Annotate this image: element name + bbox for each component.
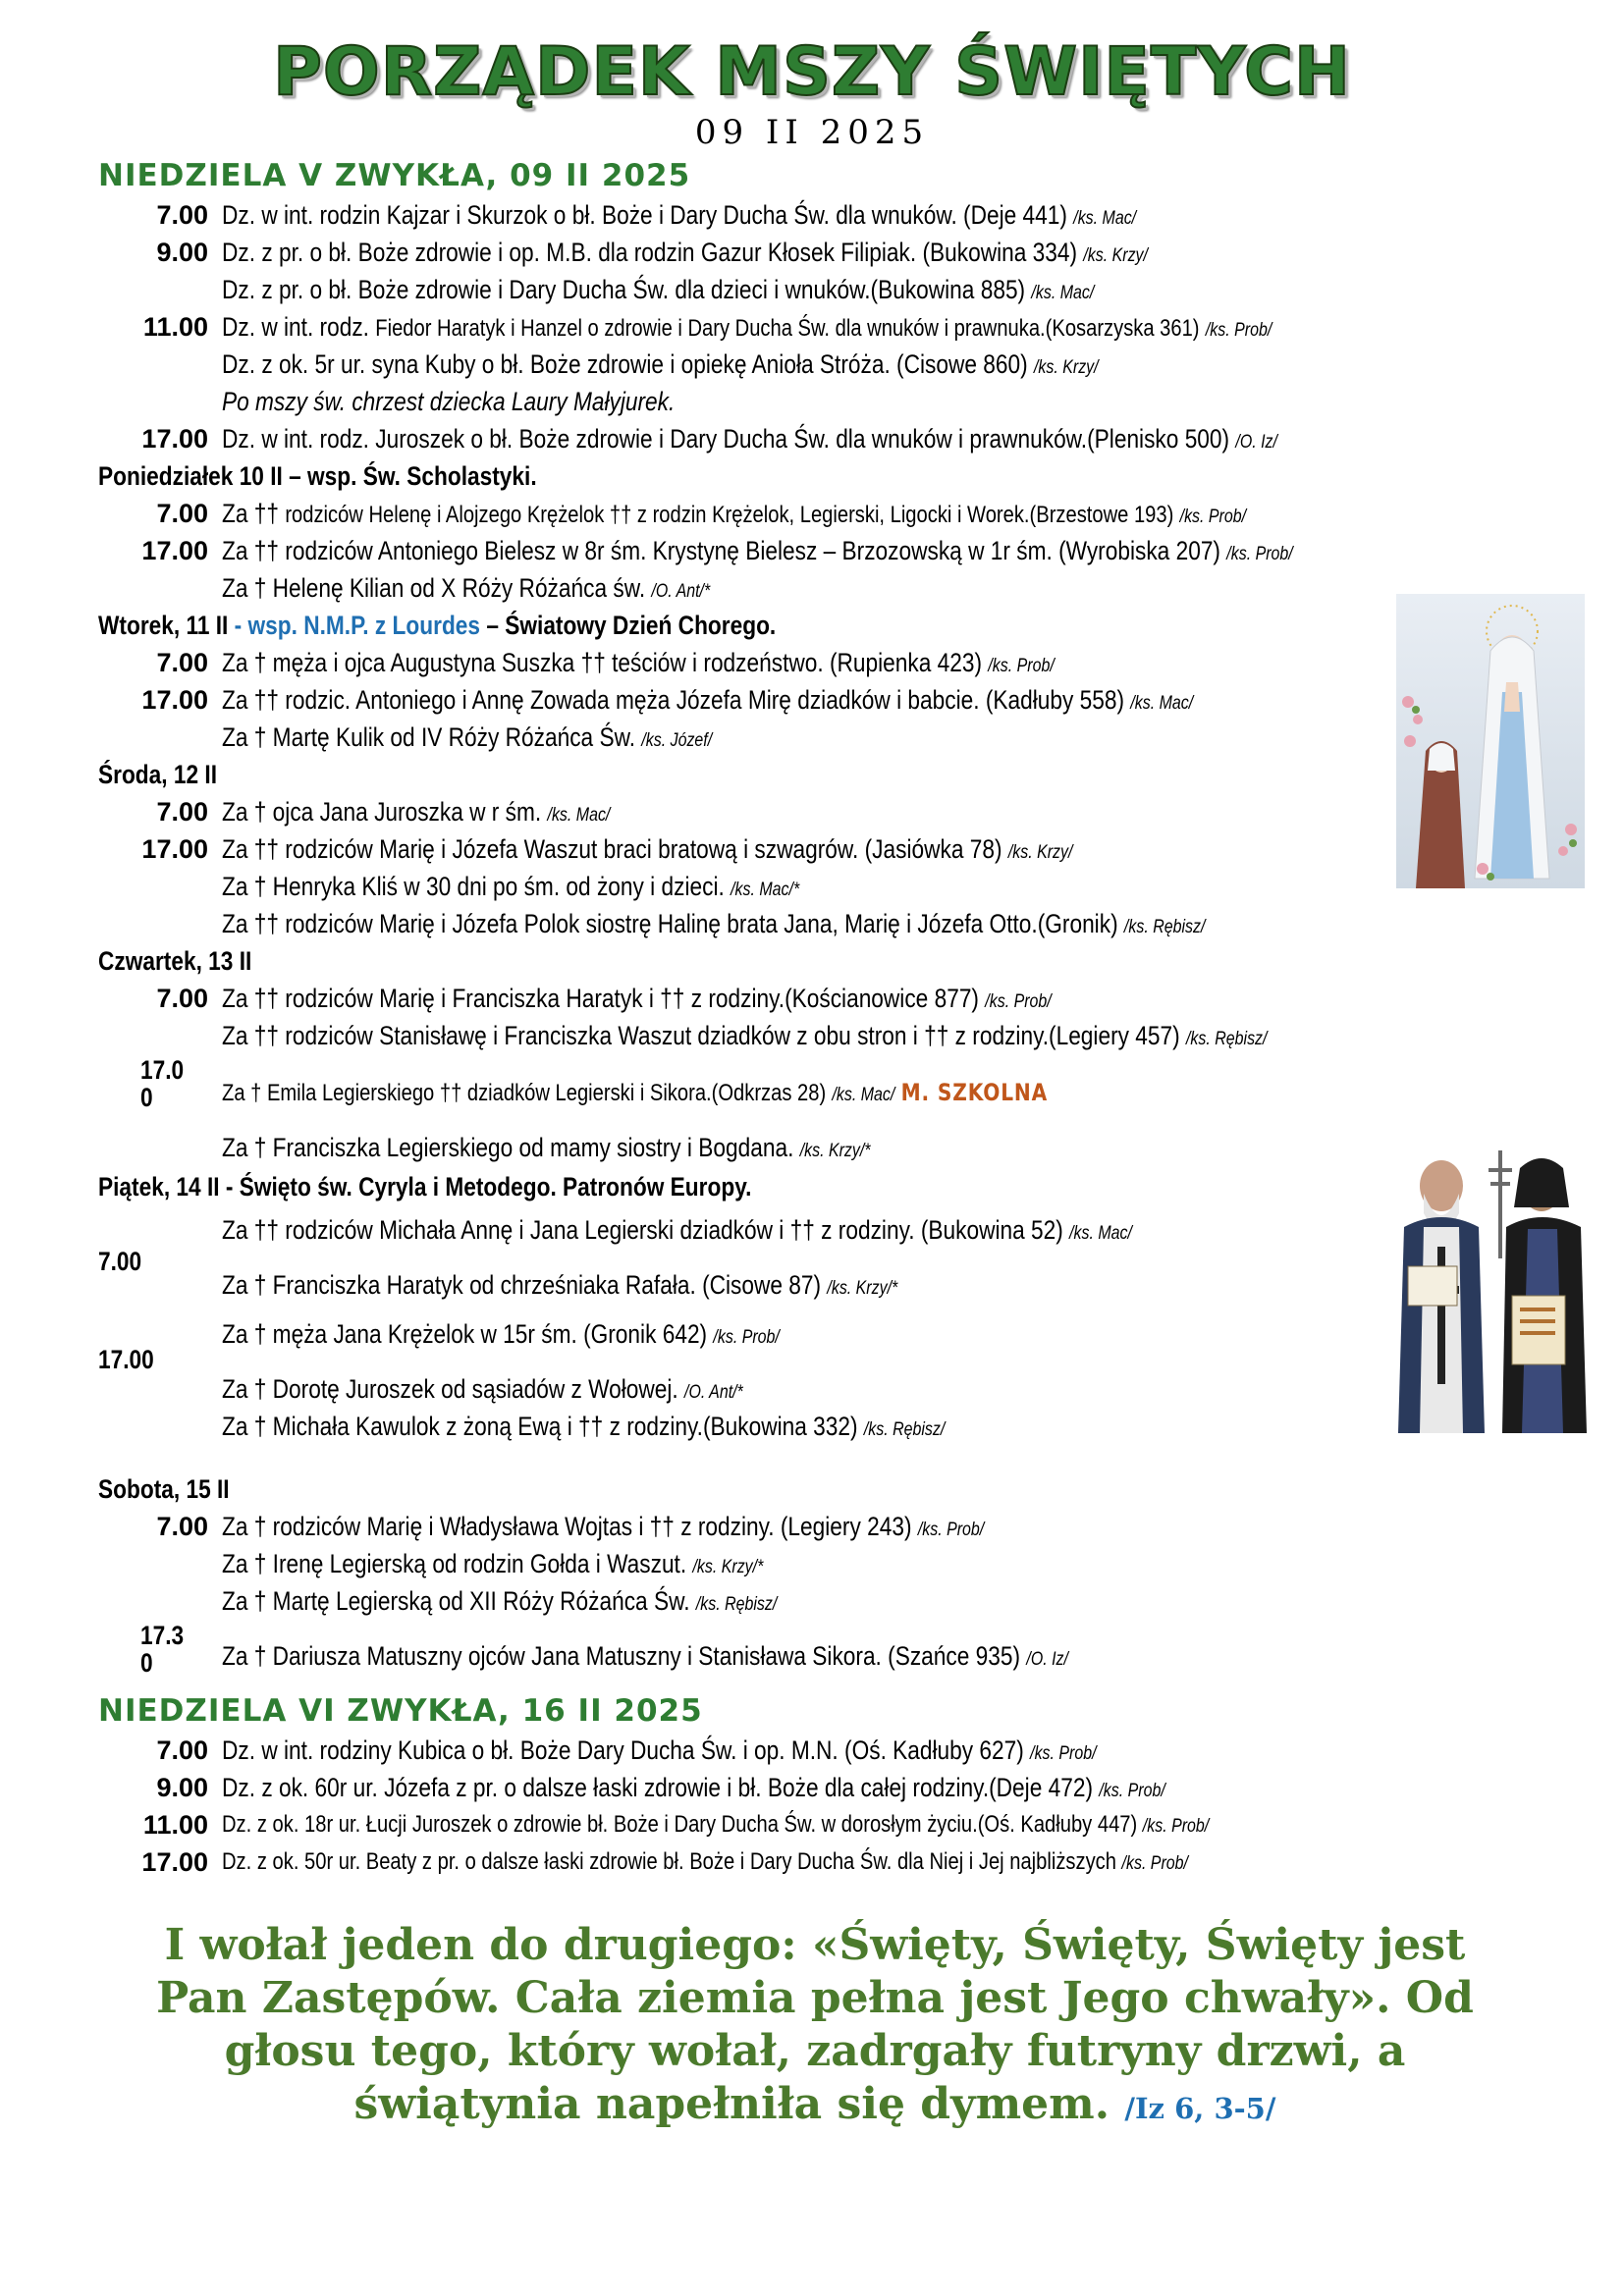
mass-time: 17.00 (141, 685, 208, 715)
priest-note: /ks. Prob/ (1030, 1743, 1097, 1764)
mass-intention: Za †† rodziców Marię i Józefa Waszut braci bratową i szwagrów. (Jasiówka 78) /ks. Krzy/ (222, 834, 1073, 864)
mass-time: 17.00 (141, 834, 208, 864)
mass-intention: Dz. z ok. 5r ur. syna Kuby o bł. Boże zdrowie i opiekę Anioła Stróża. (Cisowe 860) /ks. Krzy/ (222, 349, 1099, 379)
day-heading: Środa, 12 II (98, 760, 218, 789)
mass-row (0, 1054, 1624, 1129)
day-heading: Czwartek, 13 II (98, 946, 252, 976)
mass-row (0, 1017, 1624, 1054)
priest-note: /ks. Prob/ (1121, 1853, 1188, 1874)
mass-intention: Za †† rodziców Marię i Franciszka Haratyk i †† z rodziny.(Kościanowice 877) /ks. Prob/ (222, 984, 1052, 1013)
day-heading-row (0, 1168, 1624, 1205)
mass-row (0, 1732, 1624, 1769)
mass-time: 9.00 (156, 238, 208, 267)
mass-time: 11.00 (142, 1810, 208, 1840)
mass-time: 7.00 (156, 1512, 208, 1541)
mass-intention: Dz. w int. rodzin Kajzar i Skurzok o bł. Boże i Dary Ducha Św. dla wnuków. (Deje 441) /ks. Mac/ (222, 200, 1137, 230)
mass-intention: Za † Henryka Kliś w 30 dni po śm. od żony i dzieci. /ks. Mac/* (222, 872, 800, 901)
mass-time: 17.00 (141, 1847, 208, 1877)
priest-note: /ks. Józef/ (641, 730, 713, 751)
baptism-note: Po mszy św. chrzest dziecka Laury Małyjurek. (222, 387, 676, 416)
priest-note: /ks. Prob/ (1205, 320, 1272, 341)
feast-name: - wsp. N.M.P. z Lourdes (234, 611, 481, 640)
our-lady-of-lourdes-image (1396, 594, 1585, 888)
mass-intention: Za † ojca Jana Juroszka w r śm. /ks. Mac/ (222, 797, 611, 827)
priest-note: /ks. Rębisz/ (1185, 1029, 1268, 1049)
mass-time: 7.00 (156, 499, 208, 528)
priest-note: /ks. Prob/ (1099, 1781, 1165, 1801)
mass-time: 17.00 (140, 1055, 185, 1112)
school-mass-label: M. SZKOLNA (900, 1079, 1049, 1106)
mass-time: 17.00 (141, 536, 208, 565)
mass-row (0, 1769, 1624, 1806)
mass-row (0, 569, 1624, 607)
priest-note: /ks. Prob/ (1226, 544, 1293, 564)
priest-note: /ks. Rębisz/ (863, 1419, 946, 1440)
day-heading-row (0, 1470, 1624, 1508)
priest-note: /ks. Krzy/* (799, 1141, 871, 1161)
page-date: 09 II 2025 (694, 113, 930, 152)
mass-row (0, 830, 1624, 868)
mass-row (0, 346, 1624, 383)
mass-intention: Dz. z ok. 18r ur. Łucji Juroszek o zdrowie bł. Boże i Dary Ducha Św. w dorosłym życiu.(Oś. Kadłuby 447) /ks. Prob/ (222, 1811, 1210, 1838)
day-heading-row (0, 157, 1624, 196)
mass-time: 9.00 (156, 1773, 208, 1802)
mass-intention: Za † męża Jana Krężelok w 15r śm. (Gronik 642) /ks. Prob/ (222, 1319, 780, 1349)
mass-intention: Dz. z ok. 60r ur. Józefa z pr. o dalsze łaski zdrowie i bł. Boże dla całej rodziny.(Deje 472) /ks. Prob/ (222, 1773, 1165, 1802)
mass-time: 7.00 (156, 648, 208, 677)
mass-row (0, 420, 1624, 457)
mass-time: 7.00 (156, 200, 208, 230)
day-heading-row (0, 1692, 1624, 1732)
schedule (0, 157, 1624, 1881)
day-heading: Wtorek, 11 II - wsp. N.M.P. z Lourdes – Światowy Dzień Chorego. (98, 611, 777, 640)
mass-row (0, 1266, 1624, 1304)
mass-intention: Za † Michała Kawulok z żoną Ewą i †† z rodziny.(Bukowina 332) /ks. Rębisz/ (222, 1412, 946, 1441)
saints-cyril-and-methodius-image (1394, 1139, 1591, 1433)
priest-note: /ks. Mac/ (1031, 283, 1095, 303)
priest-note: /O. Ant/* (651, 581, 711, 602)
priest-note: /ks. Mac/ (1130, 693, 1194, 714)
priest-note: /ks. Krzy/* (827, 1278, 898, 1299)
mass-row (0, 644, 1624, 681)
priest-note: /ks. Prob/ (1179, 507, 1247, 527)
priest-note: /ks. Mac/ (1069, 1223, 1132, 1244)
day-heading: Piątek, 14 II - Święto św. Cyryla i Metodego. Patronów Europy. (98, 1172, 752, 1201)
mass-intention: Dz. z ok. 50r ur. Beaty z pr. o dalsze łaski zdrowie bł. Boże i Dary Ducha Św. dla Niej i Jej najbliższych /ks. Prob/ (222, 1848, 1188, 1875)
priest-note: /ks. Rębisz/ (1123, 917, 1206, 937)
mass-intention: Dz. w int. rodz. Juroszek o bł. Boże zdrowie i Dary Ducha Św. dla wnuków i prawnuków.(Plenisko 500) /O. Iz/ (222, 424, 1277, 454)
sunday-heading: NIEDZIELA VI ZWYKŁA, 16 II 2025 (98, 1693, 703, 1729)
mass-intention: Za † Helenę Kilian od X Róży Różańca św. /O. Ant/* (222, 573, 711, 603)
mass-intention: Za †† rodziców Marię i Józefa Polok siostrę Halinę brata Jana, Marię i Józefa Otto.(Gronik) /ks. Rębisz/ (222, 909, 1206, 938)
mass-group (0, 1205, 1624, 1315)
mass-row (0, 1620, 1624, 1692)
priest-note: /ks. Krzy/ (1033, 357, 1099, 378)
mass-row (0, 271, 1624, 308)
mass-time: 17.00 (98, 1345, 154, 1374)
mass-intention: Za † Emila Legierskiego †† dziadków Legierski i Sikora.(Odkrzas 28) /ks. Mac/ M. SZKOLNA (222, 1079, 1049, 1106)
mass-row (0, 1843, 1624, 1881)
mass-row (0, 793, 1624, 830)
mass-row (0, 1370, 1624, 1408)
priest-note: /ks. Prob/ (917, 1520, 985, 1540)
mass-intention: Za † Martę Legierską od XII Róży Różańca Św. /ks. Rębisz/ (222, 1586, 778, 1616)
scripture-quote (118, 1919, 1512, 2135)
mass-row (0, 719, 1624, 756)
mass-intention: Za †† rodzic. Antoniego i Annę Zowada męża Józefa Mirę dziadków i babcie. (Kadłuby 558) /ks. Mac/ (222, 685, 1194, 715)
mass-intention: Za † Franciszka Haratyk od chrześniaka Rafała. (Cisowe 87) /ks. Krzy/* (222, 1270, 898, 1300)
mass-group (0, 1315, 1624, 1470)
day-heading-row (0, 942, 1624, 980)
mass-intention: Dz. w int. rodz. Fiedor Haratyk i Hanzel o zdrowie i Dary Ducha Św. dla wnuków i prawnuka.(Kosarzyska 361) /ks. Prob/ (222, 312, 1272, 342)
day-heading-row (0, 457, 1624, 495)
mass-intention: Za †† rodziców Helenę i Alojzego Krężelok †† z rodzin Krężelok, Legierski, Ligocki i Worek.(Brzestowe 193) /ks. Prob/ (222, 499, 1247, 528)
day-heading-row (0, 607, 1624, 644)
mass-intention: Za †† rodziców Antoniego Bielesz w 8r śm. Krystynę Bielesz – Brzozowską w 1r śm. (Wyrobiska 207) /ks. Prob/ (222, 536, 1293, 565)
day-heading: Poniedziałek 10 II – wsp. Św. Scholastyki. (98, 461, 537, 491)
mass-row (0, 1408, 1624, 1445)
mass-intention: Dz. z pr. o bł. Boże zdrowie i Dary Ducha Św. dla dzieci i wnuków.(Bukowina 885) /ks. Mac/ (222, 275, 1095, 304)
priest-note: /ks. Rębisz/ (695, 1594, 778, 1615)
priest-note: /ks. Mac/ (1073, 208, 1137, 229)
mass-row (0, 905, 1624, 942)
mass-row (0, 383, 1624, 420)
mass-intention: Za † Martę Kulik od IV Róży Różańca Św. /ks. Józef/ (222, 722, 713, 752)
mass-row (0, 1545, 1624, 1582)
priest-note: /ks. Krzy/ (1007, 842, 1073, 863)
priest-note: /ks. Prob/ (985, 991, 1052, 1012)
priest-note: /ks. Krzy/* (692, 1557, 764, 1577)
priest-note: /ks. Mac/* (731, 880, 800, 900)
mass-intention: Za †† rodziców Stanisławę i Franciszka Waszut dziadków z obu stron i †† z rodziny.(Legiery 457) /ks. Rębisz/ (222, 1021, 1268, 1050)
mass-time: 17.30 (140, 1621, 185, 1678)
page-title: PORZĄDEK MSZY ŚWIĘTYCH (273, 33, 1351, 111)
mass-intention: Za † męża i ojca Augustyna Suszka †† teściów i rodzeństwo. (Rupienka 423) /ks. Prob/ (222, 648, 1055, 677)
mass-time: 7.00 (98, 1247, 142, 1276)
mass-intention: Za † rodziców Marię i Władysława Wojtas i †† z rodziny. (Legiery 243) /ks. Prob/ (222, 1512, 985, 1541)
priest-note: /O. Iz/ (1235, 432, 1277, 453)
mass-row (0, 1129, 1624, 1168)
priest-note: /ks. Prob/ (713, 1327, 780, 1348)
mass-row (0, 532, 1624, 569)
day-heading-row (0, 756, 1624, 793)
mass-row (0, 234, 1624, 271)
mass-intention: Za † Franciszka Legierskiego od mamy siostry i Bogdana. /ks. Krzy/* (222, 1133, 871, 1162)
mass-row (0, 1508, 1624, 1545)
day-heading: Sobota, 15 II (98, 1474, 230, 1504)
mass-row (0, 495, 1624, 532)
mass-row (0, 681, 1624, 719)
priest-note: /ks. Mac/ (547, 805, 611, 826)
sunday-heading: NIEDZIELA V ZWYKŁA, 09 II 2025 (98, 158, 691, 193)
priest-note: /ks. Prob/ (1142, 1816, 1210, 1837)
mass-intention: Za † Dariusza Matuszny ojców Jana Matuszny i Stanisława Sikora. (Szańce 935) /O. Iz/ (222, 1641, 1068, 1671)
mass-row (0, 308, 1624, 346)
mass-intention: Dz. w int. rodziny Kubica o bł. Boże Dary Ducha Św. i op. M.N. (Oś. Kadłuby 627) /ks. Prob/ (222, 1735, 1097, 1765)
mass-row (0, 868, 1624, 905)
mass-row (0, 1315, 1624, 1353)
priest-note: /ks. Krzy/ (1083, 245, 1148, 266)
mass-row (0, 980, 1624, 1017)
quote-text: I wołał jeden do drugiego: «Święty, Święty, Święty jest Pan Zastępów. Cała ziemia pełna jest Jego chwały». Od głosu tego, który wołał, zadrgały futryny drzwi, a świątynia napełniła się dymem. (156, 1920, 1474, 2129)
mass-intention: Za † Irenę Legierską od rodzin Gołda i Waszut. /ks. Krzy/* (222, 1549, 764, 1578)
mass-row (0, 196, 1624, 234)
priest-note: /O. Iz/ (1026, 1649, 1068, 1670)
priest-note: /O. Ant/* (684, 1382, 743, 1403)
mass-intention: Za †† rodziców Michała Annę i Jana Legierski dziadków i †† z rodziny. (Bukowina 52) /ks. Mac/ (222, 1215, 1132, 1245)
mass-row (0, 1806, 1624, 1843)
mass-row (0, 1582, 1624, 1620)
mass-time: 17.00 (141, 424, 208, 454)
priest-note: /ks. Prob/ (988, 656, 1055, 676)
mass-row (0, 1211, 1624, 1249)
mass-time: 7.00 (156, 797, 208, 827)
mass-time: 11.00 (142, 312, 208, 342)
quote-reference: /Iz 6, 3-5/ (1124, 2092, 1276, 2125)
mass-intention: Za † Dorotę Juroszek od sąsiadów z Wołowej. /O. Ant/* (222, 1374, 743, 1404)
mass-intention: Dz. z pr. o bł. Boże zdrowie i op. M.B. dla rodzin Gazur Kłosek Filipiak. (Bukowina 334) /ks. Krzy/ (222, 238, 1148, 267)
mass-time: 7.00 (156, 984, 208, 1013)
mass-time: 7.00 (156, 1735, 208, 1765)
priest-note: /ks. Mac/ (832, 1085, 895, 1105)
